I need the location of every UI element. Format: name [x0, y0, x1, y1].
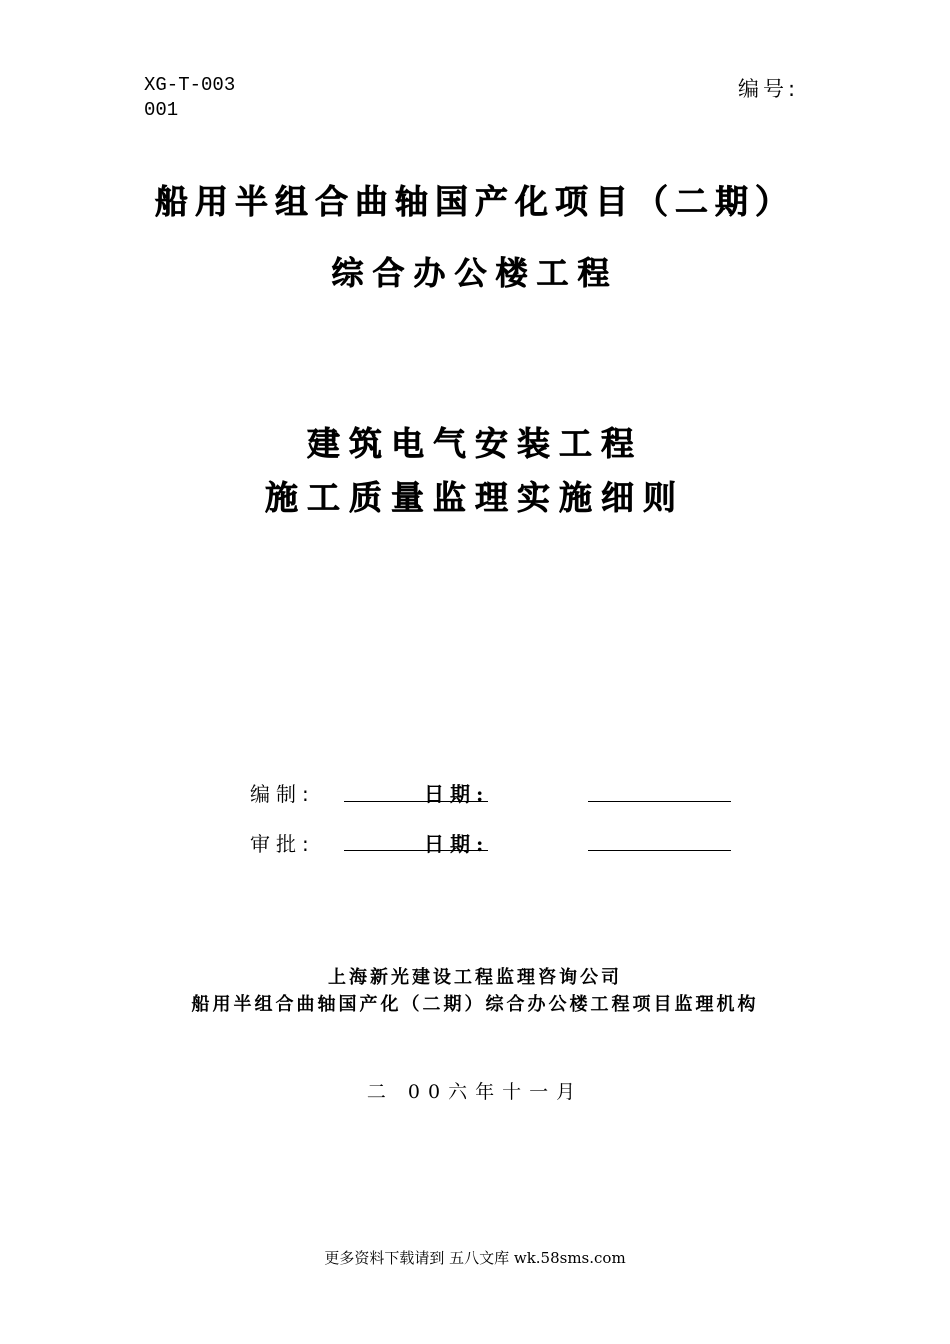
- approve-date-line: [588, 850, 731, 851]
- document-code: [144, 73, 235, 123]
- project-title-line-1: 船用半组合曲轴国产化项目（二期）: [155, 182, 795, 221]
- document-title-line-2: 施工质量监理实施细则: [265, 478, 685, 517]
- footer-text: 更多资料下载请到 五八文库 wk.58sms.com: [324, 1249, 626, 1267]
- approve-date-label: 日期:: [424, 832, 490, 856]
- document-date: 二 00六年十一月: [366, 1081, 584, 1103]
- compile-label: 编制:: [250, 782, 315, 806]
- organization-name: 上海新光建设工程监理咨询公司: [328, 967, 622, 988]
- compile-date-line: [588, 801, 731, 802]
- document-code-line-2: 001: [144, 99, 179, 121]
- compile-date-label: 日期:: [424, 782, 490, 806]
- organization-department: 船用半组合曲轴国产化（二期）综合办公楼工程项目监理机构: [191, 994, 759, 1015]
- document-code-line-1: XG-T-003: [144, 74, 236, 96]
- serial-number-label: 编号:: [738, 77, 800, 101]
- document-title-line-1: 建筑电气安装工程: [307, 424, 643, 463]
- approve-label: 审批:: [250, 832, 315, 856]
- project-title-line-2: 综合办公楼工程: [331, 254, 619, 292]
